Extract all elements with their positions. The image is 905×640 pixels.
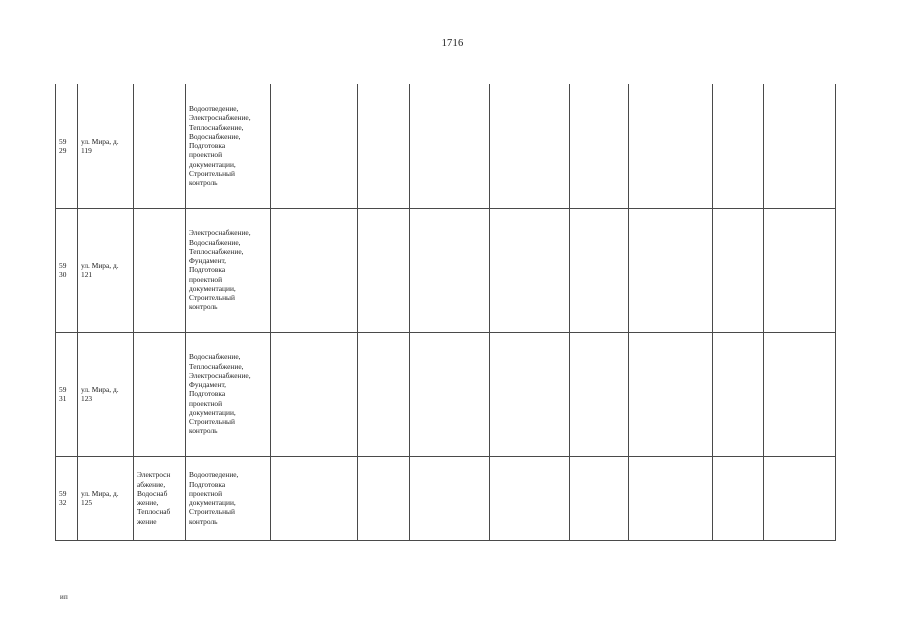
empty-cell <box>490 332 570 456</box>
row-number-cell: 59 32 <box>56 456 78 540</box>
empty-cell <box>271 456 358 540</box>
row-number-cell: 59 29 <box>56 84 78 208</box>
row-number-cell: 59 30 <box>56 208 78 332</box>
empty-cell <box>570 208 629 332</box>
footer-mark: ип <box>60 593 69 601</box>
empty-cell <box>570 84 629 208</box>
empty-cell <box>490 84 570 208</box>
works-cell: Электроснабжение, Водоснабжение, Теплоснабжение, Фундамент, Подготовка проектной документации, Строительный контроль <box>186 208 271 332</box>
empty-cell <box>764 208 836 332</box>
empty-cell <box>629 332 713 456</box>
address-cell: ул. Мира, д. 123 <box>78 332 134 456</box>
works-table <box>55 84 836 541</box>
empty-cell <box>713 208 764 332</box>
address-cell: ул. Мира, д. 121 <box>78 208 134 332</box>
empty-cell <box>629 456 713 540</box>
works-cell: Водоотведение, Электроснабжение, Теплоснабжение, Водоснабжение, Подготовка проектной документации, Строительный контроль <box>186 84 271 208</box>
empty-cell <box>271 84 358 208</box>
empty-cell <box>358 332 410 456</box>
empty-cell <box>358 208 410 332</box>
empty-cell <box>358 84 410 208</box>
previous-works-cell <box>134 332 186 456</box>
works-cell: Водоотведение, Подготовка проектной документации, Строительный контроль <box>186 456 271 540</box>
table-row <box>56 84 836 208</box>
address-cell: ул. Мира, д. 125 <box>78 456 134 540</box>
previous-works-cell <box>134 208 186 332</box>
empty-cell <box>764 332 836 456</box>
empty-cell <box>713 456 764 540</box>
works-cell: Водоснабжение, Теплоснабжение, Электроснабжение, Фундамент, Подготовка проектной документации, Строительный контроль <box>186 332 271 456</box>
empty-cell <box>490 456 570 540</box>
page-number: 1716 <box>441 38 464 49</box>
empty-cell <box>358 456 410 540</box>
row-number-cell: 59 31 <box>56 332 78 456</box>
empty-cell <box>713 84 764 208</box>
empty-cell <box>490 208 570 332</box>
empty-cell <box>410 456 490 540</box>
empty-cell <box>713 332 764 456</box>
empty-cell <box>410 208 490 332</box>
empty-cell <box>570 456 629 540</box>
empty-cell <box>629 208 713 332</box>
previous-works-cell <box>134 84 186 208</box>
empty-cell <box>629 84 713 208</box>
address-cell: ул. Мира, д. 119 <box>78 84 134 208</box>
empty-cell <box>570 332 629 456</box>
table-row <box>56 332 836 456</box>
empty-cell <box>410 84 490 208</box>
empty-cell <box>410 332 490 456</box>
empty-cell <box>764 84 836 208</box>
empty-cell <box>271 332 358 456</box>
table-row <box>56 208 836 332</box>
empty-cell <box>271 208 358 332</box>
empty-cell <box>764 456 836 540</box>
table-row <box>56 456 836 540</box>
previous-works-cell: Электросн абжение, Водоснаб жение, Теплоснаб жение <box>134 456 186 540</box>
